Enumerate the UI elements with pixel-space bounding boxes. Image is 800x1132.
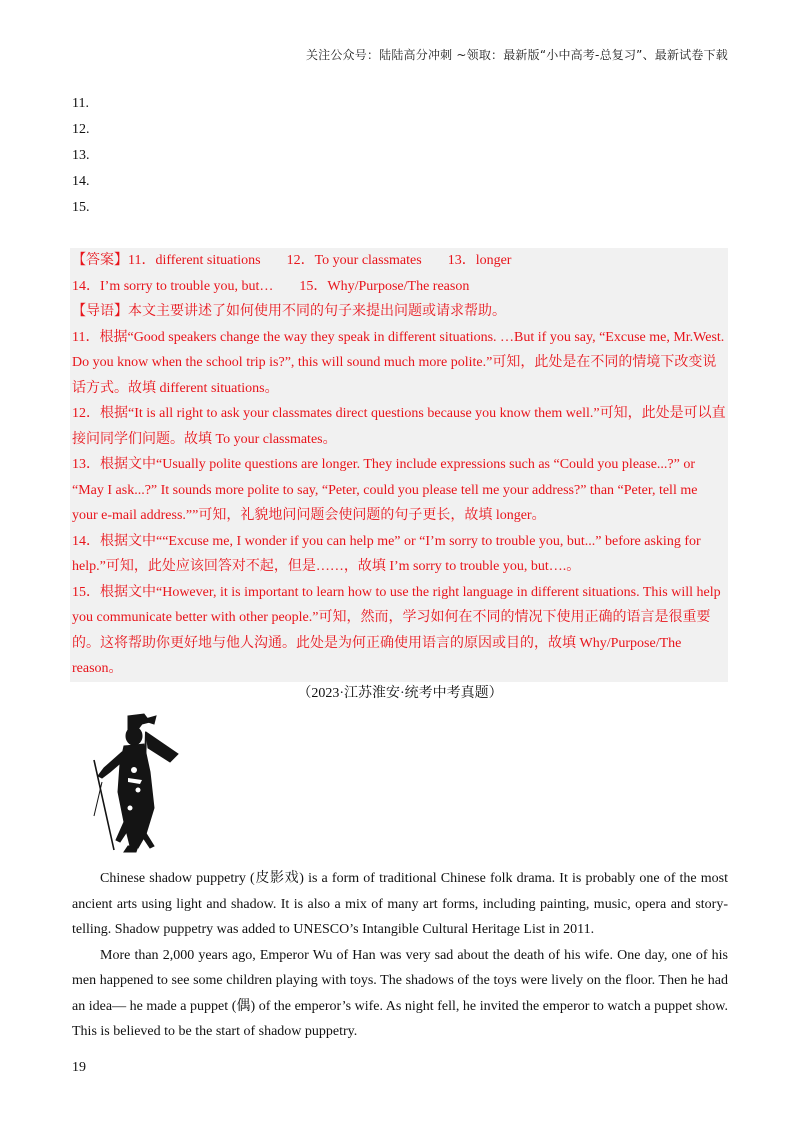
explanation-13: 13．根据文中“Usually polite questions are longer. They include expressions such as “Could you please...?” or “May I ask...?” It sounds more polite to say, “Peter, could you please tell me your address?” than “Peter, tell me your e-mail address.””可知，礼貌地问问题会使问题的句子更长，故填 longer。 <box>72 457 698 523</box>
blank-item: 13. <box>72 148 90 163</box>
answer-label: 【答案】 <box>72 253 128 268</box>
explanation-12: 12．根据“It is all right to ask your classmates direct questions because you know them well.”可知，此处是可以直接问同学们问题。故填 To your classmates。 <box>72 406 726 447</box>
explanation-15: 15．根据文中“However, it is important to learn how to use the right language in different situations. This will help you communicate better with other people.”可知，然而，学习如何在不同的情况下使用正确的语言是很重要的。这将帮助你更好地与他人沟通。此处是为何正确使用语言的原因或目的，故填 Why/Purpose/The reason。 <box>72 584 721 676</box>
shadow-puppet-image <box>84 712 184 854</box>
blank-item: 11. <box>72 96 89 111</box>
guide-label: 【导语】 <box>72 304 128 319</box>
blank-item: 15. <box>72 200 90 215</box>
question-source: （2023·江苏淮安·统考中考真题） <box>297 686 503 701</box>
answer-section <box>70 248 728 682</box>
guide-paragraph <box>72 299 726 325</box>
answer-item: 12．To your classmates <box>286 253 422 268</box>
reading-passage <box>72 866 728 1045</box>
answer-item: 14．I’m sorry to trouble you, but… <box>72 278 274 294</box>
answer-item: 13．longer <box>447 253 512 268</box>
blank-item: 12. <box>72 122 90 137</box>
page-header: 关注公众号：陆陆高分冲刺 ~领取：最新版“小中高考-总复习”、最新试卷下载 <box>305 48 728 62</box>
passage-paragraph: More than 2,000 years ago, Emperor Wu of Han was very sad about the death of his wife. One day, one of his men happened to see some children playing with toys. The shadows of the toys were lively on the floor. Then he had an idea— he made a puppet (偶) of the emperor’s wife. As night fell, he invited the emperor to watch a puppet show. This is believed to be the start of shadow puppetry. <box>72 947 728 1039</box>
passage-paragraph: Chinese shadow puppetry (皮影戏) is a form of traditional Chinese folk drama. It is probably one of the most ancient arts using light and shadow. It is also a mix of many art forms, including painting, music, opera and story-telling. Shadow puppetry was added to UNESCO’s Intangible Cultural Heritage List in 2011. <box>72 871 728 937</box>
blank-item: 14. <box>72 174 90 189</box>
blank-list <box>72 94 90 224</box>
answer-key <box>72 248 726 299</box>
answer-item: 15．Why/Purpose/The reason <box>299 278 470 294</box>
explanation-11: 11．根据“Good speakers change the way they speak in different situations. …But if you say, “Excuse me, Mr.West. Do you know when the school trip is?”, this will sound much more polite.”可知，此处是在不同的情境下改变说话方式。故填 different situations。 <box>72 329 725 396</box>
guide-text: 本文主要讲述了如何使用不同的句子来提出问题或请求帮助。 <box>128 304 506 319</box>
explanation-14: 14．根据文中““Excuse me, I wonder if you can help me” or “I’m sorry to trouble you, but...” before asking for help.”可知，此处应该回答对不起，但是……，故填 I’m sorry to trouble you, but….。 <box>72 533 701 574</box>
page-number: 19 <box>72 1060 86 1075</box>
answer-item: 11．different situations <box>128 253 261 268</box>
